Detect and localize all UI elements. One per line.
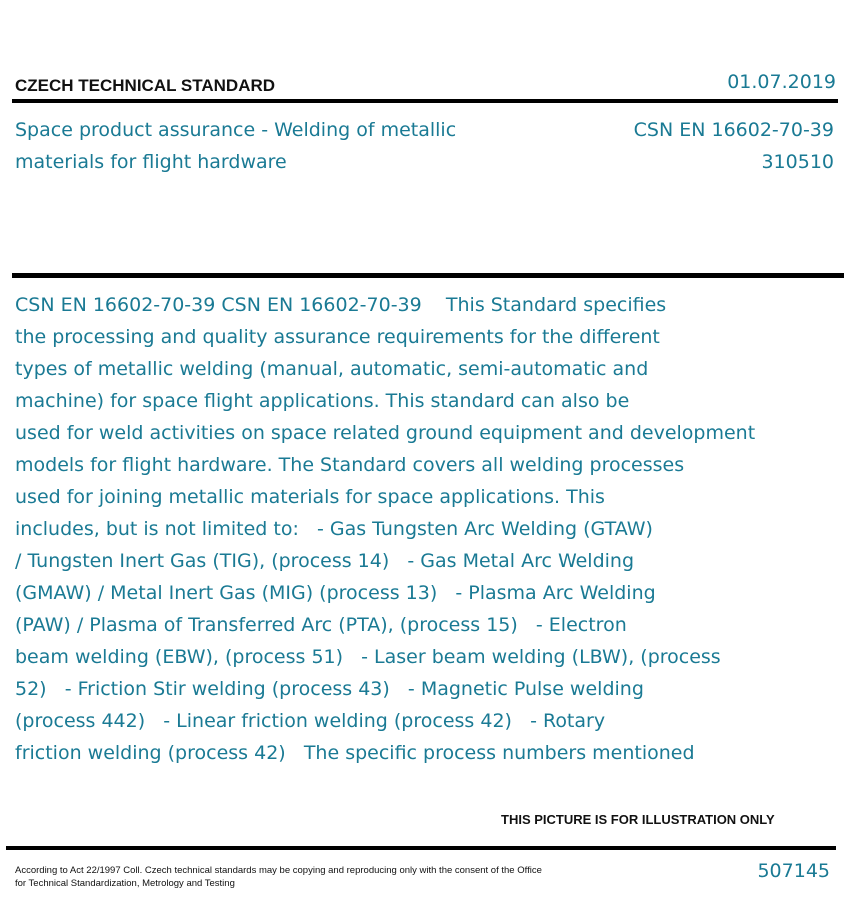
abstract-line: / Tungsten Inert Gas (TIG), (process 14) - Gas Metal Arc Welding: [15, 550, 635, 572]
copyright-line: According to Act 22/1997 Coll. Czech technical standards may be copying and reproducing only with the consent of the Office: [15, 865, 542, 876]
document-title: [15, 114, 485, 178]
abstract-line: (process 442) - Linear friction welding (process 42) - Rotary: [15, 710, 606, 732]
abstract-text: [15, 289, 755, 769]
header-rule: [12, 99, 838, 103]
abstract-line: types of metallic welding (manual, automatic, semi-automatic and: [15, 358, 649, 380]
standard-code: [634, 114, 834, 178]
copyright-notice: [15, 864, 595, 890]
publication-date: 01.07.2019: [727, 71, 836, 93]
abstract-line: (PAW) / Plasma of Transferred Arc (PTA), (process 15) - Electron: [15, 614, 627, 636]
abstract-line: models for flight hardware. The Standard covers all welding processes: [15, 454, 685, 476]
section-rule: [12, 273, 844, 278]
document-title-line: materials for flight hardware: [15, 151, 287, 173]
abstract-line: (GMAW) / Metal Inert Gas (MIG) (process 13) - Plasma Arc Welding: [15, 582, 656, 604]
abstract-line: machine) for space flight applications. This standard can also be: [15, 390, 630, 412]
catalog-number: 310510: [761, 151, 834, 173]
copyright-line: for Technical Standardization, Metrology and Testing: [15, 878, 235, 889]
abstract-line: beam welding (EBW), (process 51) - Laser beam welding (LBW), (process: [15, 646, 721, 668]
document-title-line: Space product assurance - Welding of metallic: [15, 119, 457, 141]
standard-type-label: CZECH TECHNICAL STANDARD: [15, 76, 276, 95]
abstract-line: friction welding (process 42) The specific process numbers mentioned: [15, 742, 695, 764]
standard-number: CSN EN 16602-70-39: [633, 119, 834, 141]
abstract-line: 52) - Friction Stir welding (process 43) - Magnetic Pulse welding: [15, 678, 644, 700]
abstract-line: the processing and quality assurance requirements for the different: [15, 326, 660, 348]
document-id-number: 507145: [757, 860, 830, 882]
abstract-line: includes, but is not limited to: - Gas Tungsten Arc Welding (GTAW): [15, 518, 653, 540]
abstract-line: CSN EN 16602-70-39 CSN EN 16602-70-39 This Standard specifies: [15, 294, 667, 316]
illustration-disclaimer: THIS PICTURE IS FOR ILLUSTRATION ONLY: [501, 812, 775, 827]
abstract-line: used for joining metallic materials for space applications. This: [15, 486, 605, 508]
abstract-line: used for weld activities on space related ground equipment and development: [15, 422, 756, 444]
footer-rule: [6, 846, 836, 850]
